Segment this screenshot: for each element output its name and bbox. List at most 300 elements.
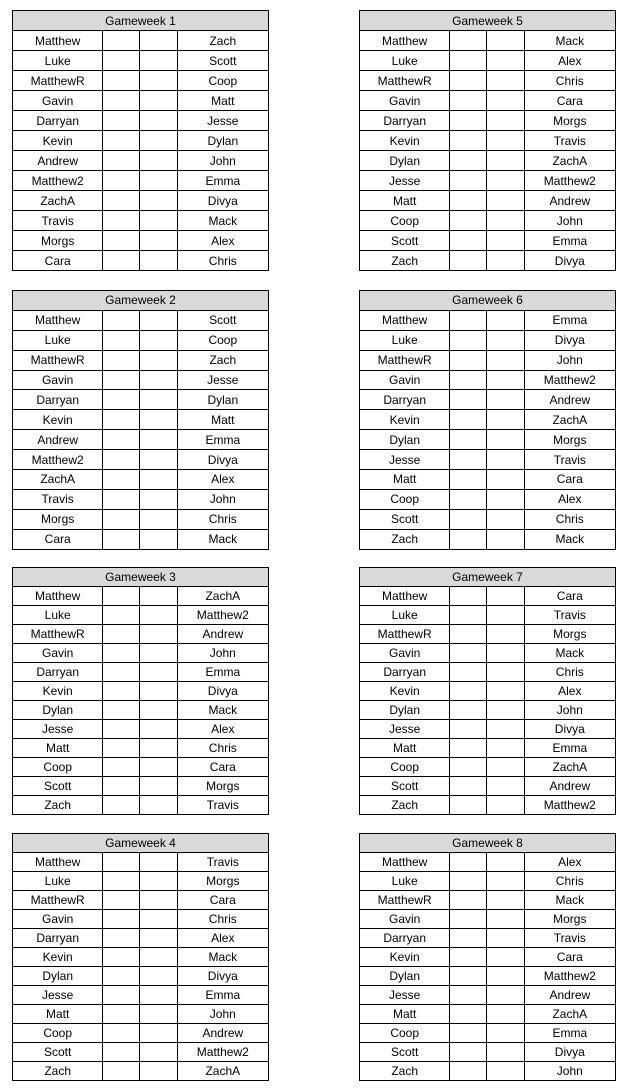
away-player: Divya <box>177 191 268 211</box>
away-score[interactable] <box>140 71 177 91</box>
away-score[interactable] <box>487 231 524 251</box>
away-score[interactable] <box>140 370 177 390</box>
away-score[interactable] <box>487 929 524 948</box>
home-score[interactable] <box>450 948 487 967</box>
away-score[interactable] <box>487 71 524 91</box>
home-score[interactable] <box>103 171 140 191</box>
away-score[interactable] <box>487 587 524 606</box>
fixture-row <box>360 777 616 796</box>
home-score[interactable] <box>103 390 140 410</box>
home-score[interactable] <box>103 644 140 663</box>
home-score[interactable] <box>450 450 487 470</box>
away-score[interactable] <box>487 1062 524 1081</box>
gameweek-table <box>12 833 269 1081</box>
away-score[interactable] <box>140 1024 177 1043</box>
home-score[interactable] <box>103 131 140 151</box>
away-player: Morgs <box>177 777 268 796</box>
home-player: Matt <box>360 470 450 490</box>
away-score[interactable] <box>140 758 177 777</box>
home-score[interactable] <box>450 31 487 51</box>
away-score[interactable] <box>487 131 524 151</box>
home-player: Luke <box>13 51 103 71</box>
away-score[interactable] <box>487 948 524 967</box>
away-player: Matthew2 <box>177 606 268 625</box>
away-score[interactable] <box>140 529 177 549</box>
home-score[interactable] <box>450 211 487 231</box>
home-score[interactable] <box>103 91 140 111</box>
fixture-row <box>13 370 269 390</box>
away-score[interactable] <box>487 1043 524 1062</box>
home-score[interactable] <box>450 191 487 211</box>
home-score[interactable] <box>450 410 487 430</box>
away-score[interactable] <box>140 31 177 51</box>
home-score[interactable] <box>450 131 487 151</box>
away-score[interactable] <box>487 777 524 796</box>
home-player: Darryan <box>360 390 450 410</box>
away-score[interactable] <box>140 796 177 815</box>
home-score[interactable] <box>103 470 140 490</box>
away-score[interactable] <box>140 350 177 370</box>
away-score[interactable] <box>140 390 177 410</box>
away-score[interactable] <box>487 796 524 815</box>
home-score[interactable] <box>103 191 140 211</box>
home-score[interactable] <box>450 891 487 910</box>
home-score[interactable] <box>103 330 140 350</box>
home-score[interactable] <box>103 370 140 390</box>
away-player: Alex <box>524 51 615 71</box>
home-score[interactable] <box>450 529 487 549</box>
away-score[interactable] <box>487 330 524 350</box>
fixture-row <box>13 390 269 410</box>
fixture-row <box>13 853 269 872</box>
home-score[interactable] <box>103 111 140 131</box>
home-score[interactable] <box>103 796 140 815</box>
away-score[interactable] <box>140 872 177 891</box>
fixture-row <box>13 131 269 151</box>
away-score[interactable] <box>140 1062 177 1081</box>
home-score[interactable] <box>103 71 140 91</box>
away-score[interactable] <box>140 191 177 211</box>
home-score[interactable] <box>103 489 140 509</box>
away-score[interactable] <box>487 310 524 330</box>
away-score[interactable] <box>140 891 177 910</box>
away-score[interactable] <box>140 430 177 450</box>
away-score[interactable] <box>487 509 524 529</box>
home-player: Gavin <box>13 91 103 111</box>
home-score[interactable] <box>450 171 487 191</box>
home-player: Scott <box>360 777 450 796</box>
away-score[interactable] <box>140 111 177 131</box>
away-player: Divya <box>524 1043 615 1062</box>
away-score[interactable] <box>140 231 177 251</box>
away-score[interactable] <box>140 777 177 796</box>
home-score[interactable] <box>450 929 487 948</box>
away-score[interactable] <box>487 51 524 71</box>
away-player: Cara <box>524 91 615 111</box>
away-score[interactable] <box>487 663 524 682</box>
home-player: Matthew <box>13 853 103 872</box>
away-score[interactable] <box>140 682 177 701</box>
home-score[interactable] <box>450 370 487 390</box>
home-score[interactable] <box>103 509 140 529</box>
away-player: Morgs <box>524 625 615 644</box>
home-score[interactable] <box>103 910 140 929</box>
away-score[interactable] <box>487 625 524 644</box>
away-score[interactable] <box>487 701 524 720</box>
home-player: Jesse <box>360 450 450 470</box>
home-score[interactable] <box>450 251 487 271</box>
away-score[interactable] <box>140 91 177 111</box>
away-score[interactable] <box>140 251 177 271</box>
home-score[interactable] <box>450 1024 487 1043</box>
away-score[interactable] <box>140 644 177 663</box>
home-score[interactable] <box>103 1005 140 1024</box>
home-score[interactable] <box>103 51 140 71</box>
fixture-table <box>359 567 616 815</box>
home-score[interactable] <box>450 509 487 529</box>
away-player: Scott <box>177 51 268 71</box>
fixture-row <box>13 720 269 739</box>
home-score[interactable] <box>450 796 487 815</box>
away-score[interactable] <box>487 739 524 758</box>
away-player: Cara <box>177 758 268 777</box>
away-score[interactable] <box>140 489 177 509</box>
home-score[interactable] <box>450 51 487 71</box>
home-score[interactable] <box>450 1043 487 1062</box>
away-score[interactable] <box>487 450 524 470</box>
away-player: Scott <box>177 310 268 330</box>
away-score[interactable] <box>140 151 177 171</box>
away-player: Matthew2 <box>177 1043 268 1062</box>
away-player: Dylan <box>177 390 268 410</box>
home-score[interactable] <box>450 1062 487 1081</box>
fixture-row <box>13 929 269 948</box>
away-player: Alex <box>177 231 268 251</box>
fixture-row <box>360 151 616 171</box>
home-player: MatthewR <box>13 350 103 370</box>
home-player: Darryan <box>360 929 450 948</box>
away-score[interactable] <box>140 470 177 490</box>
home-score[interactable] <box>450 231 487 251</box>
home-player: Matthew <box>13 31 103 51</box>
away-player: Divya <box>524 720 615 739</box>
home-score[interactable] <box>450 1005 487 1024</box>
home-score[interactable] <box>103 720 140 739</box>
home-score[interactable] <box>103 948 140 967</box>
away-score[interactable] <box>487 251 524 271</box>
home-player: Kevin <box>13 410 103 430</box>
away-score[interactable] <box>487 470 524 490</box>
fixture-row <box>360 529 616 549</box>
fixture-row <box>360 606 616 625</box>
away-score[interactable] <box>140 450 177 470</box>
home-score[interactable] <box>103 986 140 1005</box>
away-score[interactable] <box>487 1024 524 1043</box>
away-score[interactable] <box>487 410 524 430</box>
home-score[interactable] <box>450 390 487 410</box>
home-player: Gavin <box>360 644 450 663</box>
away-score[interactable] <box>140 986 177 1005</box>
fixture-row <box>360 891 616 910</box>
home-score[interactable] <box>450 625 487 644</box>
away-score[interactable] <box>140 929 177 948</box>
fixture-row <box>360 701 616 720</box>
home-score[interactable] <box>103 701 140 720</box>
away-score[interactable] <box>487 910 524 929</box>
home-player: Gavin <box>13 644 103 663</box>
home-player: Luke <box>360 606 450 625</box>
away-score[interactable] <box>140 587 177 606</box>
home-player: MatthewR <box>13 71 103 91</box>
home-score[interactable] <box>103 529 140 549</box>
home-score[interactable] <box>450 853 487 872</box>
away-score[interactable] <box>487 31 524 51</box>
home-score[interactable] <box>103 31 140 51</box>
away-player: Emma <box>177 430 268 450</box>
home-score[interactable] <box>450 151 487 171</box>
home-score[interactable] <box>450 967 487 986</box>
home-score[interactable] <box>450 986 487 1005</box>
away-score[interactable] <box>140 663 177 682</box>
home-score[interactable] <box>103 450 140 470</box>
away-score[interactable] <box>487 171 524 191</box>
home-score[interactable] <box>103 211 140 231</box>
away-score[interactable] <box>487 644 524 663</box>
fixture-row <box>360 131 616 151</box>
away-player: Chris <box>177 910 268 929</box>
home-score[interactable] <box>103 872 140 891</box>
fixture-row <box>13 910 269 929</box>
home-player: Darryan <box>360 111 450 131</box>
away-player: Alex <box>177 929 268 948</box>
home-player: Morgs <box>13 231 103 251</box>
home-score[interactable] <box>450 777 487 796</box>
fixture-table <box>12 10 269 271</box>
home-score[interactable] <box>103 682 140 701</box>
home-score[interactable] <box>103 1043 140 1062</box>
away-score[interactable] <box>487 853 524 872</box>
away-player: Mack <box>524 31 615 51</box>
away-player: Travis <box>177 796 268 815</box>
away-player: Chris <box>524 872 615 891</box>
fixture-row <box>13 891 269 910</box>
fixture-row <box>360 967 616 986</box>
home-score[interactable] <box>103 625 140 644</box>
home-player: Scott <box>360 509 450 529</box>
away-player: Emma <box>524 1024 615 1043</box>
home-player: Matthew <box>360 587 450 606</box>
home-player: Luke <box>13 872 103 891</box>
fixture-row <box>360 872 616 891</box>
away-score[interactable] <box>487 390 524 410</box>
home-score[interactable] <box>450 739 487 758</box>
home-player: Scott <box>360 231 450 251</box>
away-score[interactable] <box>487 430 524 450</box>
fixture-row <box>360 171 616 191</box>
away-player: Morgs <box>524 430 615 450</box>
away-player: Divya <box>524 330 615 350</box>
fixture-row <box>13 739 269 758</box>
home-player: Darryan <box>360 663 450 682</box>
home-score[interactable] <box>103 310 140 330</box>
away-player: Dylan <box>177 131 268 151</box>
away-score[interactable] <box>140 910 177 929</box>
home-player: Gavin <box>360 910 450 929</box>
home-score[interactable] <box>103 151 140 171</box>
fixture-row <box>13 231 269 251</box>
away-score[interactable] <box>487 606 524 625</box>
fixture-row <box>360 509 616 529</box>
away-score[interactable] <box>487 872 524 891</box>
away-player: Andrew <box>177 625 268 644</box>
away-score[interactable] <box>487 758 524 777</box>
away-score[interactable] <box>487 720 524 739</box>
gameweek-title: Gameweek 7 <box>360 568 616 587</box>
away-score[interactable] <box>487 682 524 701</box>
fixture-row <box>360 31 616 51</box>
away-score[interactable] <box>487 191 524 211</box>
home-player: Morgs <box>13 509 103 529</box>
away-score[interactable] <box>487 111 524 131</box>
home-score[interactable] <box>450 606 487 625</box>
away-score[interactable] <box>140 1005 177 1024</box>
gameweek-table <box>12 10 269 271</box>
fixture-row <box>360 1043 616 1062</box>
away-score[interactable] <box>140 701 177 720</box>
home-score[interactable] <box>450 758 487 777</box>
away-score[interactable] <box>140 330 177 350</box>
fixture-row <box>13 330 269 350</box>
home-player: Dylan <box>360 430 450 450</box>
home-score[interactable] <box>103 231 140 251</box>
away-score[interactable] <box>140 967 177 986</box>
away-score[interactable] <box>140 410 177 430</box>
away-player: Mack <box>177 211 268 231</box>
home-score[interactable] <box>103 430 140 450</box>
home-score[interactable] <box>103 1062 140 1081</box>
fixture-row <box>13 777 269 796</box>
away-score[interactable] <box>140 509 177 529</box>
home-score[interactable] <box>450 587 487 606</box>
home-player: Matthew <box>13 310 103 330</box>
home-player: Matthew <box>360 31 450 51</box>
away-score[interactable] <box>140 171 177 191</box>
away-score[interactable] <box>140 625 177 644</box>
home-score[interactable] <box>450 872 487 891</box>
away-score[interactable] <box>140 1043 177 1062</box>
home-player: Zach <box>13 796 103 815</box>
fixture-row <box>13 967 269 986</box>
home-score[interactable] <box>103 606 140 625</box>
away-score[interactable] <box>487 986 524 1005</box>
fixture-row <box>13 310 269 330</box>
away-score[interactable] <box>140 948 177 967</box>
away-score[interactable] <box>487 350 524 370</box>
away-score[interactable] <box>140 853 177 872</box>
home-score[interactable] <box>450 470 487 490</box>
home-score[interactable] <box>103 1024 140 1043</box>
home-score[interactable] <box>450 430 487 450</box>
away-score[interactable] <box>487 91 524 111</box>
away-score[interactable] <box>140 211 177 231</box>
home-score[interactable] <box>450 111 487 131</box>
home-score[interactable] <box>450 720 487 739</box>
away-score[interactable] <box>487 529 524 549</box>
home-score[interactable] <box>103 777 140 796</box>
away-score[interactable] <box>140 739 177 758</box>
fixture-table <box>359 10 616 271</box>
away-score[interactable] <box>487 370 524 390</box>
home-score[interactable] <box>103 251 140 271</box>
home-score[interactable] <box>450 91 487 111</box>
home-score[interactable] <box>450 350 487 370</box>
home-player: MatthewR <box>360 625 450 644</box>
away-score[interactable] <box>140 310 177 330</box>
home-score[interactable] <box>103 891 140 910</box>
home-score[interactable] <box>103 853 140 872</box>
away-score[interactable] <box>487 489 524 509</box>
home-score[interactable] <box>103 663 140 682</box>
away-player: Coop <box>177 330 268 350</box>
fixture-row <box>360 796 616 815</box>
home-score[interactable] <box>103 587 140 606</box>
home-score[interactable] <box>450 910 487 929</box>
home-score[interactable] <box>450 330 487 350</box>
away-player: Morgs <box>524 111 615 131</box>
away-player: Matthew2 <box>524 370 615 390</box>
away-score[interactable] <box>140 51 177 71</box>
home-score[interactable] <box>450 310 487 330</box>
home-score[interactable] <box>103 739 140 758</box>
home-score[interactable] <box>450 663 487 682</box>
home-player: ZachA <box>13 191 103 211</box>
fixture-row <box>360 489 616 509</box>
fixture-row <box>360 211 616 231</box>
away-player: ZachA <box>524 1005 615 1024</box>
away-player: Andrew <box>524 390 615 410</box>
home-score[interactable] <box>103 758 140 777</box>
away-score[interactable] <box>140 720 177 739</box>
home-score[interactable] <box>103 929 140 948</box>
away-player: Alex <box>177 720 268 739</box>
away-score[interactable] <box>487 891 524 910</box>
home-score[interactable] <box>450 682 487 701</box>
gameweek-title: Gameweek 2 <box>13 291 269 311</box>
away-score[interactable] <box>487 211 524 231</box>
away-score[interactable] <box>487 1005 524 1024</box>
home-score[interactable] <box>103 967 140 986</box>
home-score[interactable] <box>450 489 487 509</box>
away-player: Emma <box>524 739 615 758</box>
home-player: Scott <box>360 1043 450 1062</box>
away-player: Andrew <box>524 986 615 1005</box>
home-player: Luke <box>13 330 103 350</box>
home-score[interactable] <box>450 644 487 663</box>
fixture-row <box>360 948 616 967</box>
home-score[interactable] <box>450 71 487 91</box>
away-score[interactable] <box>140 131 177 151</box>
home-score[interactable] <box>450 701 487 720</box>
away-score[interactable] <box>487 151 524 171</box>
home-score[interactable] <box>103 350 140 370</box>
away-score[interactable] <box>140 606 177 625</box>
away-score[interactable] <box>487 967 524 986</box>
home-player: Scott <box>13 777 103 796</box>
away-player: Chris <box>177 739 268 758</box>
fixture-row <box>360 51 616 71</box>
fixture-row <box>360 929 616 948</box>
home-score[interactable] <box>103 410 140 430</box>
